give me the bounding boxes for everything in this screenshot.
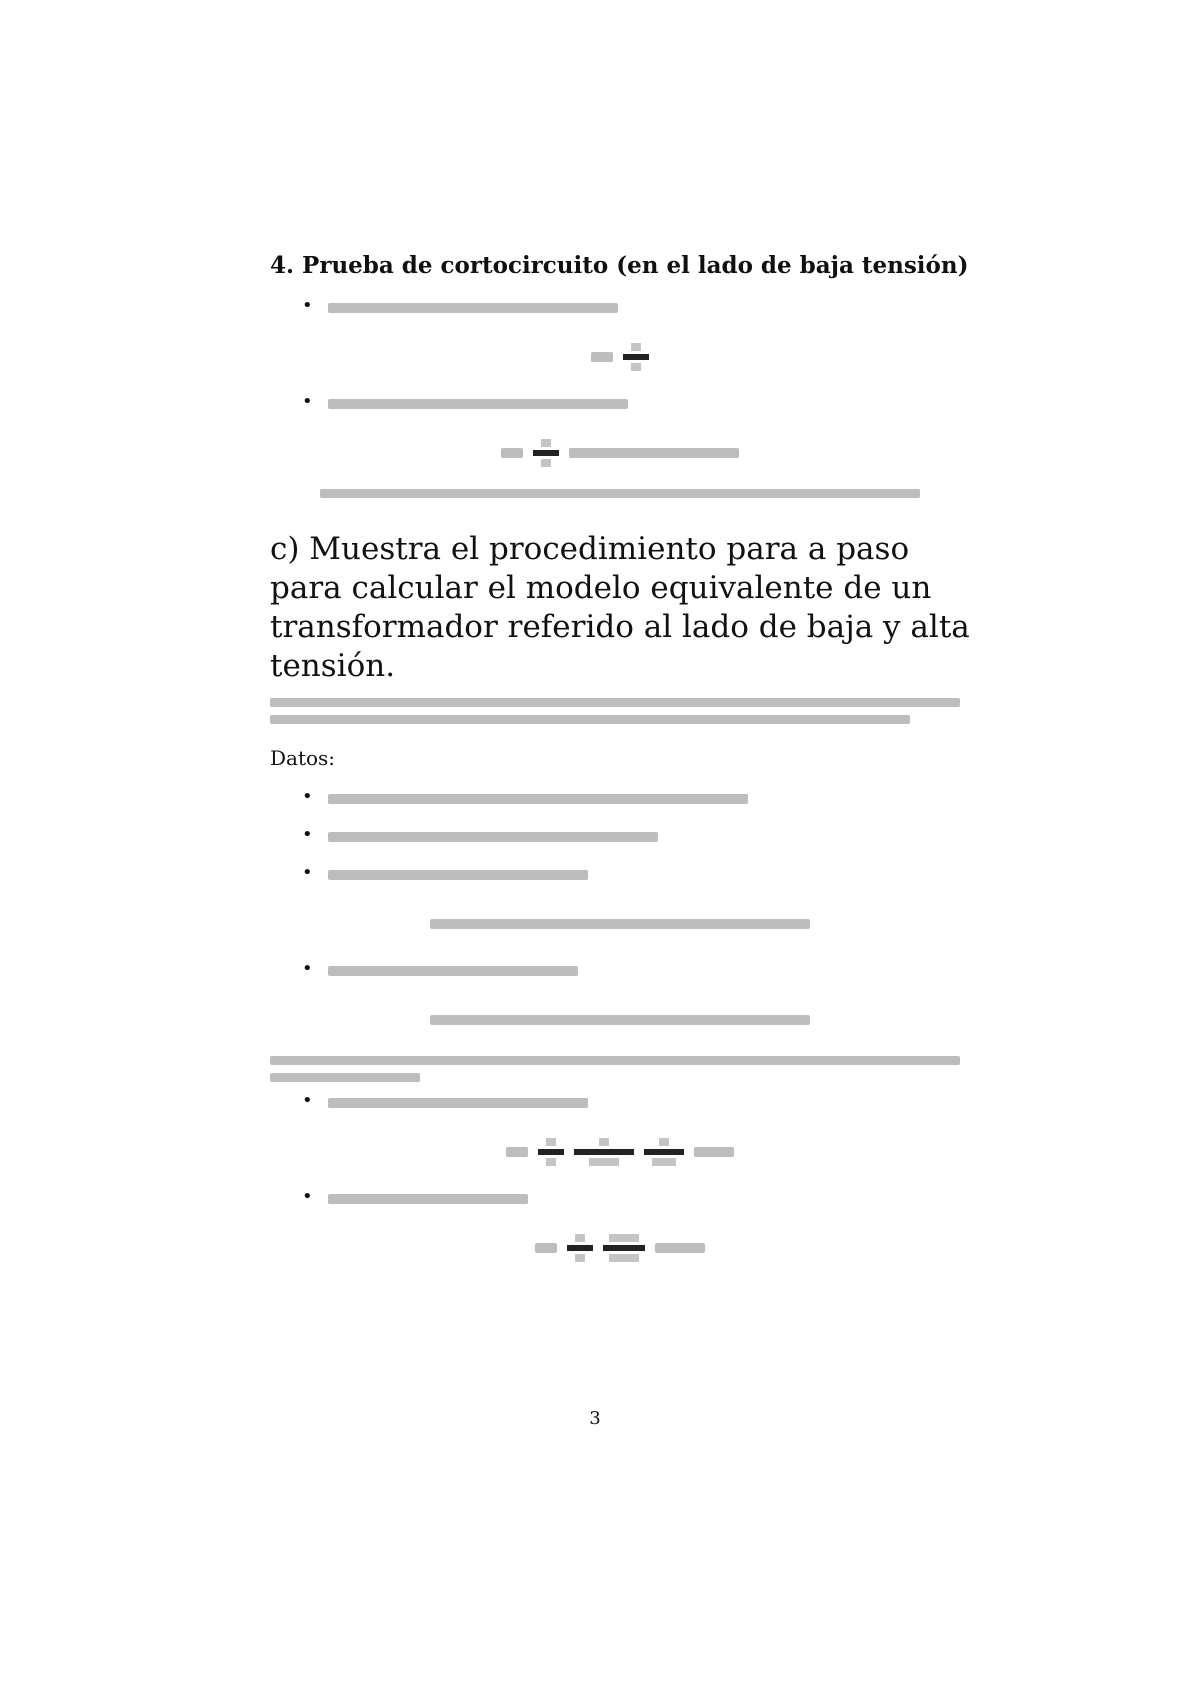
list-item [302,960,970,980]
section-heading [270,252,970,279]
page-number: 3 [589,1408,601,1429]
list-item [302,864,970,884]
section-number: 4. [270,252,295,279]
list-item [302,1188,970,1208]
list-item [302,297,970,317]
list-item [302,393,970,413]
formula [270,431,970,475]
formula [270,998,970,1042]
list-item [302,788,970,808]
formula [270,902,970,946]
formula [270,1130,970,1174]
paragraph [320,489,970,498]
list-item [302,1092,970,1112]
list-item [302,826,970,846]
paragraph [270,698,970,724]
formula [270,1226,970,1270]
section-title: Prueba de cortocircuito (en el lado de baja tensión) [302,252,969,279]
paragraph [270,1056,970,1082]
subsection-title: c) Muestra el procedimiento para a paso para calcular el modelo equivalente de un transformador referido al lado de baja y alta tensión. [270,531,970,684]
page-content [270,252,970,1284]
data-label: Datos: [270,746,336,770]
formula [270,335,970,379]
